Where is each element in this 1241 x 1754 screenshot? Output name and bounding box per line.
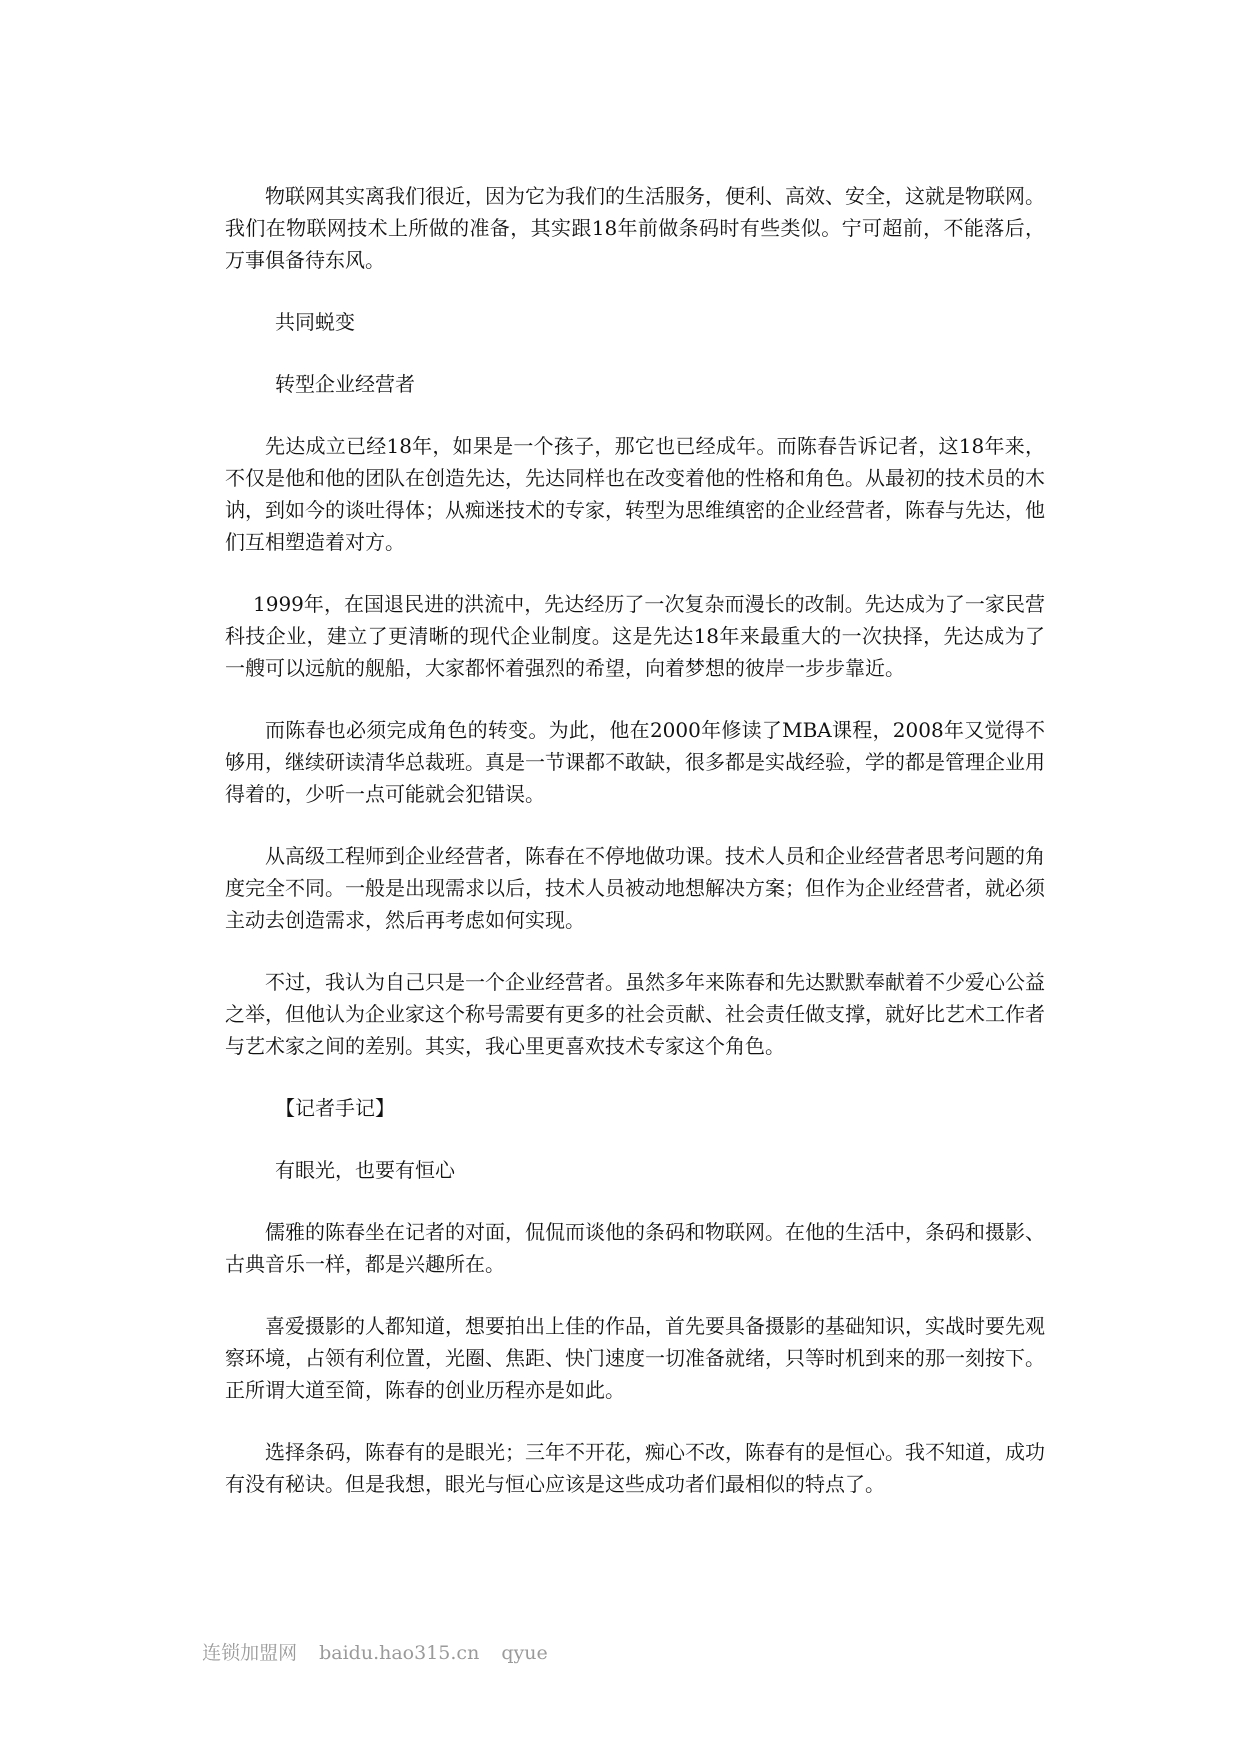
paragraph-entrepreneur-view: 不过，我认为自己只是一个企业经营者。虽然多年来陈春和先达默默奉献着不少爱心公益之举，但他认为企业家这个称号需要有更多的社会贡献、社会责任做支撑，就好比艺术工作者与艺术家之间的差别。其实，我心里更喜欢技术专家这个角色。	[225, 970, 1045, 1058]
paragraph-interview: 儒雅的陈春坐在记者的对面，侃侃而谈他的条码和物联网。在他的生活中，条码和摄影、古典音乐一样，都是兴趣所在。	[225, 1220, 1045, 1276]
page-footer-watermark	[190, 1614, 570, 1666]
paragraph-1999-reform: 1999年，在国退民进的洪流中，先达经历了一次复杂而漫长的改制。先达成为了一家民营科技企业，建立了更清晰的现代企业制度。这是先达18年来最重大的一次抉择，先达成为了一艘可以远航的舰船，大家都怀着强烈的希望，向着梦想的彼岸一步步靠近。	[225, 592, 1045, 680]
document-body	[225, 180, 1045, 1530]
subheading-transform-manager: 转型企业经营者	[275, 372, 415, 396]
footer-site-name: 连锁加盟网	[202, 1642, 298, 1664]
section-heading-common-transformation: 共同蜕变	[275, 310, 355, 334]
paragraph-mba: 而陈春也必须完成角色的转变。为此，他在2000年修读了MBA课程，2008年又觉得不够用，继续研读清华总裁班。真是一节课都不敢缺，很多都是实战经验，学的都是管理企业用得着的，少听一点可能就会犯错误。	[225, 718, 1045, 806]
paragraph-18-years: 先达成立已经18年，如果是一个孩子，那它也已经成年。而陈春告诉记者，这18年来，不仅是他和他的团队在创造先达，先达同样也在改变着他的性格和角色。从最初的技术员的木讷，到如今的谈吐得体；从痴迷技术的专家，转型为思维缜密的企业经营者，陈春与先达，他们互相塑造着对方。	[225, 434, 1045, 554]
footer-tag: qyue	[501, 1642, 548, 1664]
paragraph-photography: 喜爱摄影的人都知道，想要拍出上佳的作品，首先要具备摄影的基础知识，实战时要先观察环境，占领有利位置，光圈、焦距、快门速度一切准备就绪，只等时机到来的那一刻按下。正所谓大道至简，陈春的创业历程亦是如此。	[225, 1314, 1045, 1402]
paragraph-iot-intro: 物联网其实离我们很近，因为它为我们的生活服务，便利、高效、安全，这就是物联网。我们在物联网技术上所做的准备，其实跟18年前做条码时有些类似。宁可超前，不能落后，万事俱备待东风。	[225, 184, 1045, 272]
subheading-vision-perseverance: 有眼光，也要有恒心	[275, 1158, 455, 1182]
paragraph-conclusion: 选择条码，陈春有的是眼光；三年不开花，痴心不改，陈春有的是恒心。我不知道，成功有没有秘诀。但是我想，眼光与恒心应该是这些成功者们最相似的特点了。	[225, 1440, 1045, 1496]
paragraph-engineer-to-manager: 从高级工程师到企业经营者，陈春在不停地做功课。技术人员和企业经营者思考问题的角度完全不同。一般是出现需求以后，技术人员被动地想解决方案；但作为企业经营者，就必须主动去创造需求，然后再考虑如何实现。	[225, 844, 1045, 932]
section-heading-reporter-notes: 【记者手记】	[275, 1096, 395, 1120]
footer-url: baidu.hao315.cn	[319, 1642, 480, 1664]
